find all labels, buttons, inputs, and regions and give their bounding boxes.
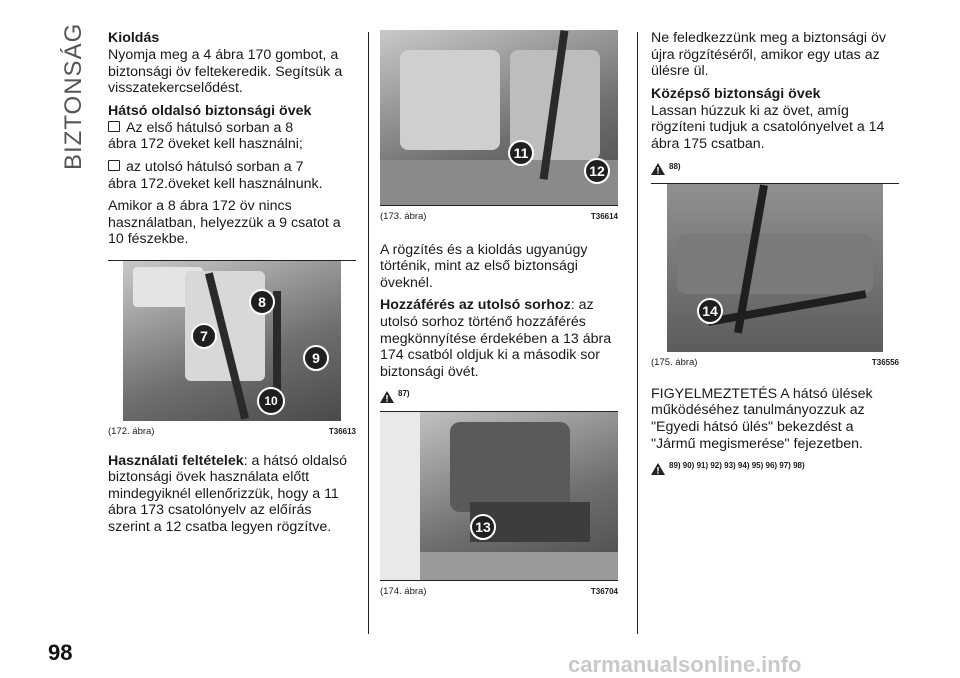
section-title: BIZTONSÁG xyxy=(60,22,87,170)
footer-watermark: carmanualsonline.info xyxy=(568,652,802,677)
warning-ref-88 xyxy=(651,159,901,176)
bullet-icon xyxy=(108,160,120,171)
figure-174 xyxy=(380,411,618,601)
paragraph-warning: FIGYELMEZTETÉS A hátsó ülések működéséhez tanulmányozzuk az "Egyedi hátsó ülés" bekezdést a "Jármű megismerése" fejezetben. xyxy=(651,385,873,452)
callout-8: 8 xyxy=(249,289,275,315)
figure-173-code: T36614 xyxy=(590,212,618,221)
column-divider-2 xyxy=(637,32,638,634)
figure-173-caption: (173. ábra) xyxy=(380,211,427,222)
heading-center-belts: Középső biztonsági övek xyxy=(651,85,821,102)
paragraph-unused: Amikor a 8 ábra 172 öv nincs használatban, helyezzük a 9 csatot a 10 fészekbe. xyxy=(108,198,341,248)
figure-174-image xyxy=(380,412,618,580)
warning-ref-text: 87) xyxy=(398,389,410,399)
warning-refs-text: 89) 90) 91) 92) 93) 94) 95) 96) 97) 98) xyxy=(669,461,805,471)
figure-175-image xyxy=(667,184,883,352)
figure-172 xyxy=(108,260,356,441)
paragraph-use xyxy=(108,453,356,536)
paragraph-center: Lassan húzzuk ki az övet, amíg rögzíteni tudjuk a csatolónyelvet a 14 ábra 175 csatban. xyxy=(651,102,885,152)
column-3 xyxy=(651,30,901,483)
bullet-item-2 xyxy=(108,159,356,176)
column-1 xyxy=(108,30,356,542)
paragraph-access-text: : az utolsó sorhoz történő hozzáférés megkönnyítése érdekében a 13 ábra 174 csatból oldjuk ki a második sor biztonsági övét. xyxy=(380,297,612,380)
section-side-label xyxy=(52,22,87,170)
callout-12: 12 xyxy=(584,158,610,184)
callout-14: 14 xyxy=(697,298,723,324)
figure-173 xyxy=(380,30,618,226)
figure-172-caption: (172. ábra) xyxy=(108,425,155,437)
warning-triangle-icon xyxy=(651,163,665,175)
bullet-icon xyxy=(108,121,120,132)
figure-174-code: T36704 xyxy=(590,586,618,596)
figure-173-image xyxy=(380,30,618,205)
paragraph-access xyxy=(380,297,618,380)
callout-9: 9 xyxy=(303,345,329,371)
figure-174-caption: (174. ábra) xyxy=(380,585,427,597)
paragraph-remember: Ne feledkezzünk meg a biztonsági öv újra rögzítéséről, amikor egy utas az ülésre ül. xyxy=(651,30,887,80)
warning-triangle-icon xyxy=(651,463,665,475)
warning-ref-87 xyxy=(380,386,618,403)
bullet-item-1 xyxy=(108,120,356,137)
figure-172-image xyxy=(123,261,341,421)
figure-175-caption: (175. ábra) xyxy=(651,357,698,369)
page-number: 98 xyxy=(48,640,73,665)
warning-ref-text: 88) xyxy=(669,161,681,171)
paragraph-same: A rögzítés és a kioldás ugyanúgy történik, mint az első biztonsági öveknél. xyxy=(380,241,588,291)
callout-7: 7 xyxy=(191,323,217,349)
paragraph-release: Nyomja meg a 4 ábra 170 gombot, a biztonsági öv feltekeredik. Segítsük a visszatekercselődést. xyxy=(108,47,343,97)
paragraph-use-text: : a hátsó oldalsó biztonsági övek használata előtt mindegyiknél ellenőrizzük, hogy a 11 ábra 173 csatolónyelv az előírás szerint a 12 csatba legyen rögzítve. xyxy=(108,452,347,535)
bullet-text-2: az utolsó hátulsó sorban a 7 xyxy=(126,158,304,175)
figure-172-code: T36613 xyxy=(328,426,356,436)
bullet-cont-2: ábra 172.öveket kell használnunk. xyxy=(108,175,323,192)
warning-triangle-icon xyxy=(380,391,394,403)
bullet-cont-1: ábra 172 öveket kell használni; xyxy=(108,136,303,153)
callout-11: 11 xyxy=(508,140,534,166)
heading-release: Kioldás xyxy=(108,30,160,46)
warning-refs-89-98 xyxy=(651,458,901,475)
heading-use: Használati feltételek xyxy=(108,452,244,469)
figure-175-code: T36556 xyxy=(871,358,899,368)
bullet-text-1: Az első hátulsó sorban a 8 xyxy=(126,119,294,136)
callout-13: 13 xyxy=(470,514,496,540)
figure-175 xyxy=(651,183,899,372)
heading-access: Hozzáférés az utolsó sorhoz xyxy=(380,297,571,314)
column-divider-1 xyxy=(368,32,369,634)
heading-rear-side-belts: Hátsó oldalsó biztonsági övek xyxy=(108,102,312,119)
callout-10: 10 xyxy=(257,387,285,415)
column-2 xyxy=(380,30,618,601)
